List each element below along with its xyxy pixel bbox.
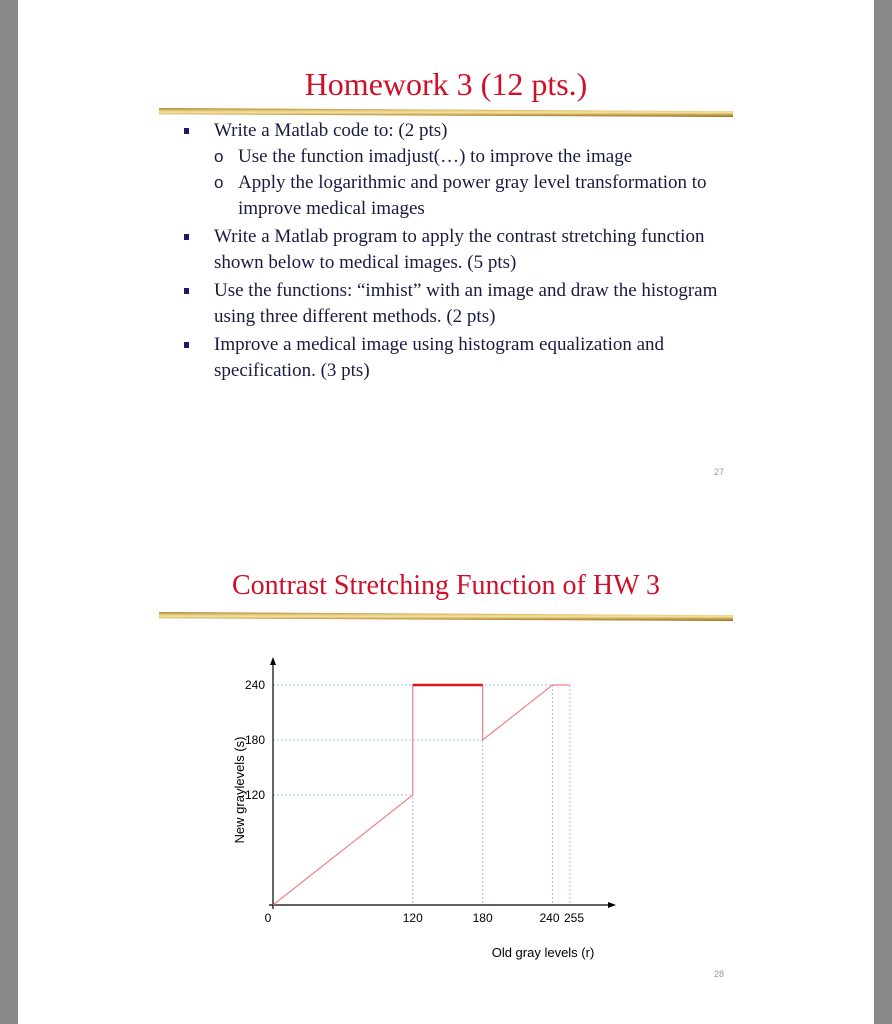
document-page <box>18 0 874 1024</box>
list-item: Improve a medical image using histogram equalization and specification. (3 pts) <box>178 332 738 384</box>
bullet-text: Write a Matlab code to: (2 pts) <box>214 120 448 141</box>
sub-item: o Use the function imadjust(…) to improve the image <box>214 144 738 170</box>
page-number: 28 <box>714 969 725 979</box>
x-axis-label: Old gray levels (r) <box>491 945 595 960</box>
list-item: Write a Matlab program to apply the contrast stretching function shown below to medical images. (5 pts) <box>178 224 738 276</box>
list-item <box>178 118 738 222</box>
title-divider <box>159 108 733 117</box>
y-axis-label: New graylevels (s) <box>232 736 247 844</box>
y-tick-label: 180 <box>244 733 265 747</box>
list-item: Use the functions: “imhist” with an image and draw the histogram using three different methods. (2 pts) <box>178 278 738 330</box>
x-tick-label: 0 <box>264 911 272 925</box>
x-tick-label: 120 <box>402 911 423 925</box>
contrast-stretching-chart <box>208 655 688 975</box>
x-axis-arrow <box>608 902 616 908</box>
x-tick-label: 180 <box>472 911 493 925</box>
y-tick-label: 240 <box>244 678 265 692</box>
title-divider <box>159 612 733 621</box>
x-tick-label: 240 <box>539 911 560 925</box>
page-number: 27 <box>714 467 725 477</box>
y-axis-arrow <box>270 657 276 665</box>
chart-slide-title: Contrast Stretching Function of HW 3 <box>232 570 660 601</box>
sub-list <box>214 144 738 222</box>
y-tick-label: 120 <box>244 788 265 802</box>
x-tick-label: 255 <box>563 911 585 925</box>
sub-item: o Apply the logarithmic and power gray level transformation to improve medical images <box>214 170 738 222</box>
homework-list <box>178 118 738 386</box>
homework-title: Homework 3 (12 pts.) <box>304 66 588 102</box>
